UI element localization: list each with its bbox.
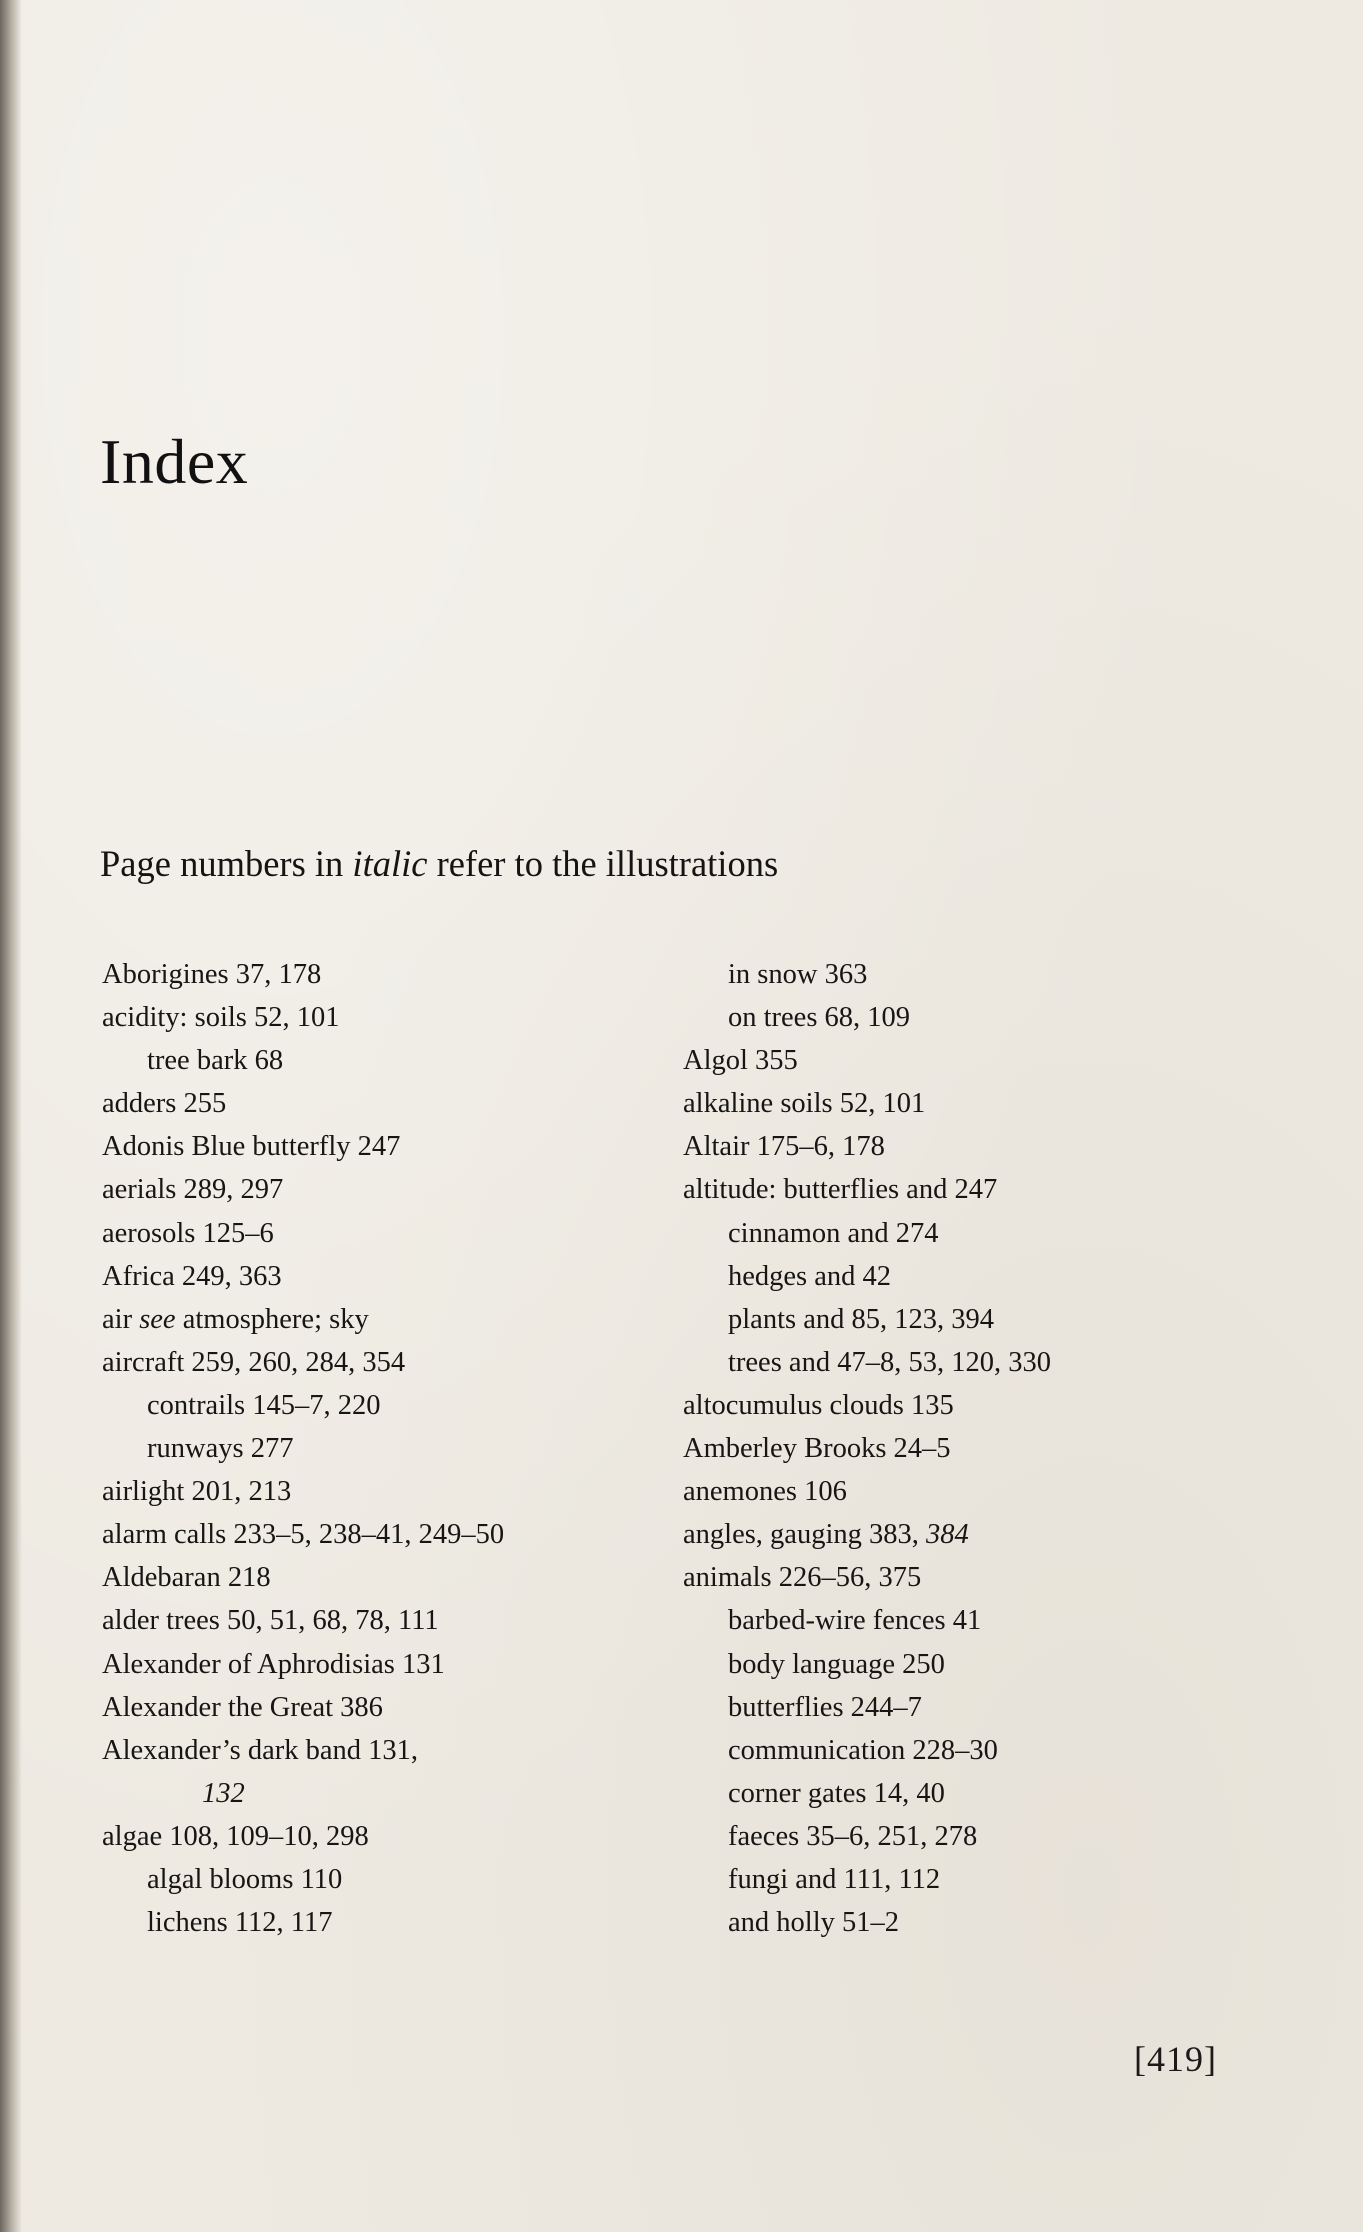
index-subentry: [683, 1815, 1051, 1858]
entry-text: Alexander’s dark band 131,: [102, 1734, 419, 1766]
index-subentry: [683, 1686, 1051, 1729]
index-entry: [102, 1599, 504, 1642]
entry-text: Aborigines 37, 178: [102, 959, 322, 990]
index-entry: [102, 1341, 504, 1384]
index-subentry: [683, 1729, 1051, 1772]
index-entry: [102, 953, 504, 996]
index-entry: [102, 1082, 504, 1125]
index-subentry: [683, 1298, 1051, 1341]
entry-text: tree bark 68: [147, 1045, 284, 1077]
index-subentry: [683, 1772, 1051, 1815]
index-entry: [102, 1815, 504, 1858]
entry-italic-text: 384: [926, 1519, 969, 1551]
entry-text: corner gates 14, 40: [728, 1777, 945, 1809]
entry-text: air: [102, 1303, 140, 1335]
entry-text: body language 250: [728, 1648, 945, 1680]
entry-text: acidity: soils 52, 101: [102, 1002, 340, 1034]
entry-text: algal blooms 110: [147, 1863, 343, 1895]
index-entry: [102, 1556, 504, 1599]
page-edge-shadow: [0, 0, 22, 2232]
index-note-after: refer to the illustrations: [427, 843, 779, 884]
entry-text: barbed-wire fences 41: [728, 1605, 982, 1637]
index-subentry: [683, 953, 1051, 996]
entry-text: altitude: butterflies and 247: [683, 1174, 998, 1206]
index-entry: [683, 1168, 1051, 1211]
index-subentry: [683, 996, 1051, 1039]
entry-text: hedges and 42: [728, 1260, 892, 1292]
index-entry: [683, 1125, 1051, 1168]
index-note-italic: italic: [352, 843, 428, 884]
index-entry: [102, 1729, 504, 1772]
entry-text: lichens 112, 117: [147, 1907, 333, 1939]
entry-text: anemones 106: [683, 1476, 847, 1508]
index-subentry: [102, 1384, 504, 1427]
index-entry: [102, 1168, 504, 1211]
index-subentry: [683, 1255, 1051, 1298]
entry-text: on trees 68, 109: [728, 1002, 911, 1034]
entry-text: and holly 51–2: [728, 1907, 899, 1939]
entry-text: Altair 175–6, 178: [683, 1131, 885, 1163]
entry-text-after: atmosphere; sky: [175, 1303, 369, 1335]
index-entry: [683, 1513, 1051, 1556]
entry-text: alarm calls 233–5, 238–41, 249–50: [102, 1519, 505, 1551]
index-heading: Index: [100, 426, 249, 497]
entry-text: algae 108, 109–10, 298: [102, 1820, 369, 1852]
index-note-before: Page numbers in: [100, 843, 353, 884]
entry-text: butterflies 244–7: [728, 1691, 922, 1723]
index-subentry: [102, 1858, 504, 1901]
entry-text: alkaline soils 52, 101: [683, 1088, 926, 1120]
index-column-right: [683, 953, 1051, 1944]
index-subentry: [102, 1427, 504, 1470]
entry-text: aircraft 259, 260, 284, 354: [102, 1346, 406, 1378]
entry-italic-text: 132: [202, 1777, 245, 1809]
index-subentry: [683, 1901, 1051, 1944]
index-entry: [683, 1427, 1051, 1470]
entry-text: Alexander of Aphrodisias 131: [102, 1648, 445, 1680]
index-entry: [102, 1513, 504, 1556]
index-entry: [102, 1212, 504, 1255]
entry-text: animals 226–56, 375: [683, 1562, 922, 1594]
entry-text: aerosols 125–6: [102, 1217, 274, 1249]
entry-text: adders 255: [102, 1088, 227, 1120]
entry-text: runways 277: [147, 1433, 294, 1465]
entry-text: Amberley Brooks 24–5: [683, 1433, 951, 1465]
entry-text: trees and 47–8, 53, 120, 330: [728, 1346, 1051, 1378]
entry-text: Aldebaran 218: [102, 1562, 271, 1594]
index-subentry: [683, 1858, 1051, 1901]
entry-text: fungi and 111, 112: [728, 1863, 941, 1895]
entry-text: altocumulus clouds 135: [683, 1389, 954, 1421]
index-entry: [683, 1384, 1051, 1427]
entry-text: aerials 289, 297: [102, 1174, 284, 1206]
entry-italic-text: see: [139, 1303, 176, 1335]
index-entry: [683, 1082, 1051, 1125]
entry-text: cinnamon and 274: [728, 1217, 939, 1249]
entry-text: communication 228–30: [728, 1734, 998, 1766]
entry-text: Algol 355: [683, 1045, 798, 1077]
index-entry: [683, 1039, 1051, 1082]
entry-text: faeces 35–6, 251, 278: [728, 1820, 978, 1852]
index-entry: [102, 1255, 504, 1298]
index-entry: [102, 1470, 504, 1513]
index-entry: [102, 1643, 504, 1686]
index-subentry: [102, 1901, 504, 1944]
entry-text: Adonis Blue butterfly 247: [102, 1131, 401, 1163]
index-subentry: [683, 1643, 1051, 1686]
index-subentry: [102, 1772, 504, 1815]
entry-text: alder trees 50, 51, 68, 78, 111: [102, 1605, 439, 1637]
entry-text: angles, gauging 383,: [683, 1519, 927, 1551]
entry-text: Africa 249, 363: [102, 1260, 282, 1292]
page-number: [419]: [1134, 2039, 1217, 2079]
index-entry: [102, 1125, 504, 1168]
entry-text: Alexander the Great 386: [102, 1691, 383, 1723]
index-entry: [102, 1298, 504, 1341]
index-entry: [102, 996, 504, 1039]
index-subentry: [683, 1212, 1051, 1255]
entry-text: airlight 201, 213: [102, 1476, 292, 1508]
entry-text: contrails 145–7, 220: [147, 1389, 381, 1421]
index-entry: [683, 1470, 1051, 1513]
index-subentry: [683, 1341, 1051, 1384]
index-subentry: [683, 1599, 1051, 1642]
index-entry: [102, 1686, 504, 1729]
index-entry: [683, 1556, 1051, 1599]
entry-text: in snow 363: [728, 959, 868, 990]
index-note: [100, 842, 778, 886]
entry-text: plants and 85, 123, 394: [728, 1303, 994, 1335]
index-column-left: [102, 953, 504, 1944]
index-subentry: [102, 1039, 504, 1082]
